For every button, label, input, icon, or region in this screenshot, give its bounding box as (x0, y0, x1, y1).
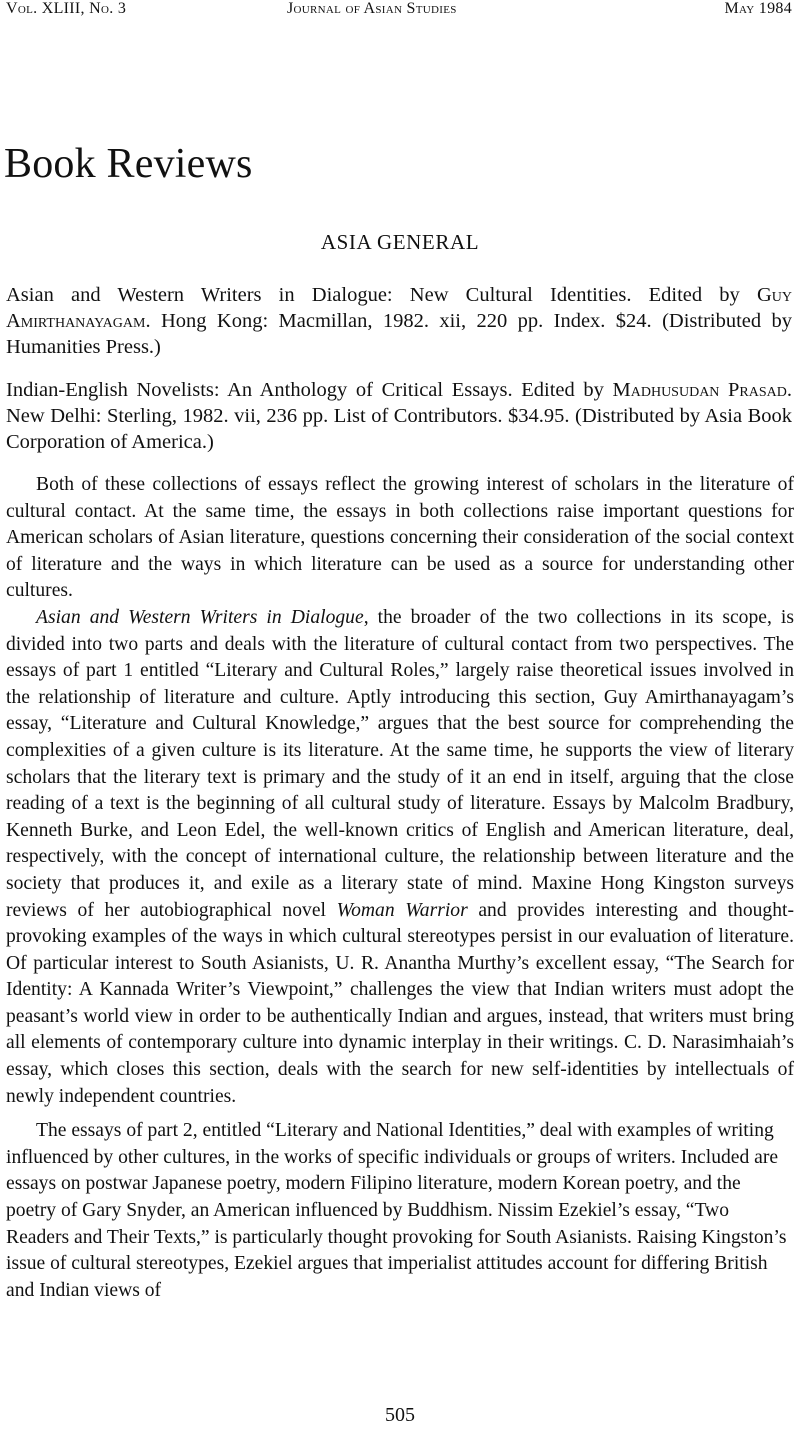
paragraph-1: Both of these collections of essays reflect the growing interest of scholars in the literature of cultural contact. At the same time, the essays in both collections raise important questions for American scholars of Asian literature, questions concerning their consideration of the social context of literature and the ways in which literature can be used as a source for understanding other cultures. (6, 474, 794, 602)
section-title: Book Reviews (4, 141, 253, 187)
book-editor: Madhusudan Prasad. (612, 379, 793, 401)
edited-by-label: Edited by (521, 379, 604, 401)
subsection-title: ASIA GENERAL (320, 230, 480, 254)
running-header (0, 0, 800, 24)
edited-by-label: Edited by (648, 284, 740, 306)
book-editor: Guy Amirthanayagam. (6, 284, 793, 332)
book-title: Indian-English Novelists: An Anthology of Critical Essays. (6, 379, 513, 401)
page-number: 505 (385, 1404, 415, 1426)
italic-novel-title: Woman Warrior (336, 899, 468, 921)
book-citation (6, 282, 792, 360)
volume-issue: Vol. XLIII, No. 3 (6, 0, 127, 17)
italic-book-title: Asian and Western Writers in Dialogue (36, 606, 364, 628)
paragraph-text: and provides interesting and thought-provoking examples of the ways in which cultural stereotypes persist in our evaluation of literature. Of particular interest to South Asianists, U. R. Anantha Murthy’s excellent essay, “The Search for Identity: A Kannada Writer’s Viewpoint,” challenges the view that Indian writers must adopt the peasant’s world view in order to be authentically Indian and argues, instead, that writers must bring all elements of contemporary culture into dynamic interplay in their writings. C. D. Narasimhaiah’s essay, which closes this section, deals with the search for new self-identities by intellectuals of newly independent countries. (6, 899, 794, 1107)
paragraph-text: , the broader of the two collections in its scope, is divided into two parts and deals with the literature of cultural contact from two perspectives. The essays of part 1 entitled “Literary and Cultural Roles,” largely raise theoretical issues involved in the relationship of literature and culture. Aptly introducing this section, Guy Amirthanayagam’s essay, “Literature and Cultural Knowledge,” argues that the best source for comprehending the complexities of a given culture is its literature. At the same time, he supports the view of literary scholars that the literary text is primary and the study of it an end in itself, arguing that the close reading of a text is the beginning of all cultural study of literature. Essays by Malcolm Bradbury, Kenneth Burke, and Leon Edel, the well-known critics of English and American literature, deal, respectively, with the concept of international culture, the relationship between literature and the society that produces it, and exile as a literary state of mind. Maxine Hong Kingston surveys reviews of her autobiographical novel (6, 606, 794, 921)
book-title: Asian and Western Writers in Dialogue: New Cultural Identities. (6, 284, 632, 306)
paragraph-2 (6, 605, 794, 1110)
issue-date: May 1984 (724, 0, 792, 17)
review-body (6, 472, 794, 1304)
book-citation (6, 377, 792, 455)
journal-name: Journal of Asian Studies (287, 0, 457, 17)
paragraph-3: The essays of part 2, entitled “Literary and National Identities,” deal with examples of writing influenced by other cultures, in the works of specific individuals or groups of writers. Included are essays on postwar Japanese poetry, modern Filipino literature, modern Korean poetry, and the poetry of Gary Snyder, an American influenced by Buddhism. Nissim Ezekiel’s essay, “Two Readers and Their Texts,” is particularly thought provoking for South Asianists. Raising Kingston’s issue of cultural stereotypes, Ezekiel argues that imperialist attitudes account for differing British and Indian views of (6, 1120, 787, 1301)
book-details: Hong Kong: Macmillan, 1982. xii, 220 pp. Index. $24. (Distributed by Humanities Press.) (6, 310, 793, 358)
book-details: New Delhi: Sterling, 1982. vii, 236 pp. List of Contributors. $34.95. (Distributed by Asia Book Corporation of America.) (6, 405, 792, 453)
